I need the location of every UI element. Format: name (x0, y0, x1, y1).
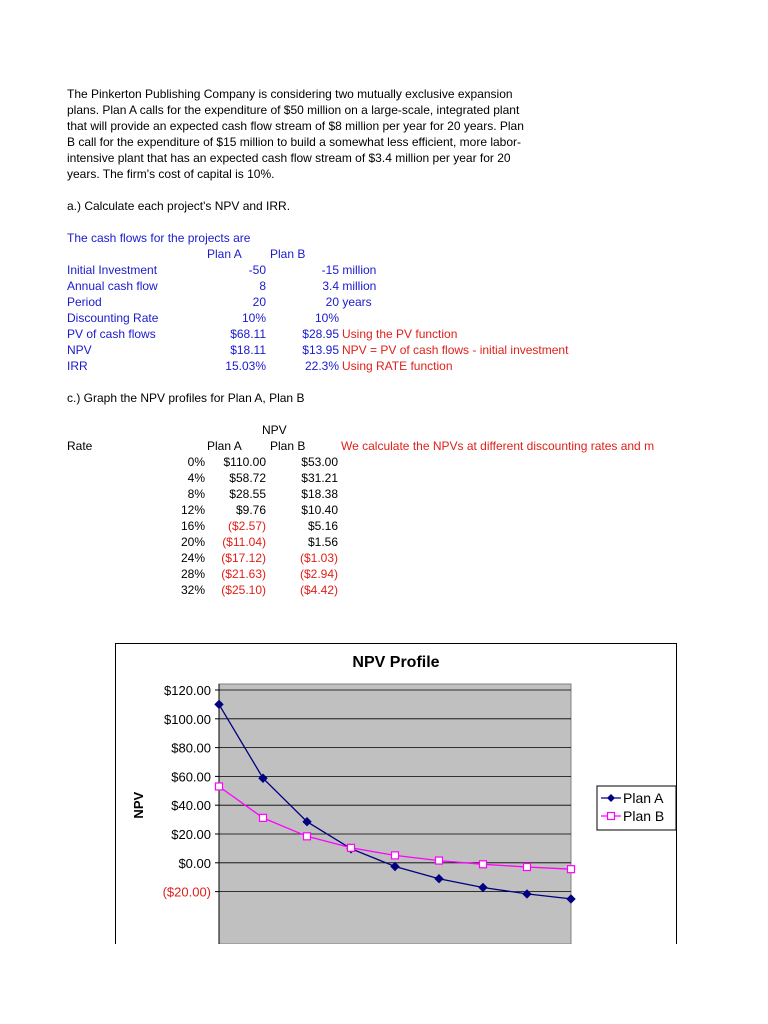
problem-line: years. The firm's cost of capital is 10%. (67, 167, 275, 181)
cashflow-plan-a-value: -50 (248, 263, 266, 277)
cashflow-plan-a-value: 10% (241, 311, 266, 325)
y-tick-label: $40.00 (171, 798, 211, 814)
npv-plan-a-cell: $9.76 (235, 503, 266, 517)
problem-line: B call for the expenditure of $15 million to build a somewhat less efficient, more labor- (67, 135, 522, 149)
cashflow-plan-a-value: $18.11 (230, 343, 266, 357)
cashflow-row-label: Initial Investment (67, 263, 158, 277)
cashflow-row-label: Discounting Rate (67, 311, 159, 325)
npv-rate-cell: 24% (180, 551, 205, 565)
y-tick-label: $80.00 (171, 740, 211, 756)
question-c: c.) Graph the NPV profiles for Plan A, Plan B (67, 391, 305, 405)
npv-plan-b-cell: ($4.42) (299, 583, 338, 597)
problem-statement (67, 86, 567, 182)
cashflow-row-note: Using the PV function (342, 327, 458, 341)
y-tick-label: $0.00 (178, 855, 211, 871)
legend-label: Plan B (623, 808, 665, 824)
problem-line: The Pinkerton Publishing Company is considering two mutually exclusive expansion (67, 87, 513, 101)
data-point-plan-b (216, 783, 223, 790)
data-point-plan-b (260, 814, 267, 821)
npv-plan-b-cell: $5.16 (307, 519, 338, 533)
data-point-plan-b (568, 866, 575, 873)
y-tick-label: $60.00 (171, 769, 211, 785)
npv-plan-a-cell: $110.00 (223, 455, 266, 469)
npv-plan-b-cell: $18.38 (301, 487, 338, 501)
y-axis-label: NPV (131, 791, 146, 819)
npv-plan-b-cell: $10.40 (301, 503, 338, 517)
npv-plan-a-cell: ($11.04) (222, 535, 266, 549)
cashflow-plan-b-value: 22.3% (304, 359, 339, 373)
data-point-plan-b (480, 861, 487, 868)
cashflow-row-label: Period (67, 295, 102, 309)
npv-rate-cell: 20% (180, 535, 205, 549)
plot-area (219, 684, 571, 944)
npv-rate-cell: 16% (180, 519, 205, 533)
npv-plan-a-cell: ($25.10) (221, 583, 266, 597)
data-point-plan-b (436, 857, 443, 864)
npv-plan-b-cell: ($1.03) (299, 551, 338, 565)
npv-plan-a-cell: $28.55 (229, 487, 266, 501)
cashflow-intro: The cash flows for the projects are (67, 231, 251, 245)
cashflow-plan-b-value: 20 years (325, 295, 372, 309)
y-tick-label: $20.00 (171, 827, 211, 842)
npv-rate-cell: 0% (187, 455, 205, 469)
data-point-plan-b (348, 844, 355, 851)
npv-rate-cell: 8% (187, 487, 205, 501)
npv-plan-b-cell: $53.00 (301, 455, 338, 469)
npv-plan-a-cell: ($21.63) (221, 567, 266, 581)
legend-label: Plan A (623, 790, 664, 806)
npv-table-note: We calculate the NPVs at different discounting rates and m (341, 439, 655, 453)
chart-title: NPV Profile (352, 654, 440, 671)
cashflow-plan-a-value: 8 (259, 279, 266, 293)
cashflow-plan-b-value: $13.95 (302, 343, 339, 357)
cashflow-plan-a-value: 15.03% (225, 359, 266, 373)
problem-line: plans. Plan A calls for the expenditure of $50 million on a large-scale, integrated plant (67, 103, 520, 117)
npv-rate-cell: 4% (187, 471, 205, 485)
npv-plan-b-cell: $1.56 (307, 535, 338, 549)
data-point-plan-b (304, 833, 311, 840)
rate-header: Rate (67, 439, 93, 453)
npv-plan-a-cell: ($2.57) (227, 519, 266, 533)
npv-rate-cell: 12% (180, 503, 205, 517)
cashflow-plan-b-value: -15 million (321, 263, 377, 277)
npv-plan-a-cell: $58.72 (229, 471, 266, 485)
npv-plan-b-cell: $31.21 (301, 471, 338, 485)
cashflow-row-label: PV of cash flows (67, 327, 156, 341)
cashflow-plan-a-value: 20 (252, 295, 266, 309)
cashflow-row-label: Annual cash flow (67, 279, 158, 293)
question-a: a.) Calculate each project's NPV and IRR. (67, 199, 291, 213)
problem-line: intensive plant that has an expected cash flow stream of $3.4 million per year for 20 (67, 151, 511, 165)
problem-line: that will provide an expected cash flow stream of $8 million per year for 20 years. Plan (67, 119, 524, 133)
cashflow-header-plan-b: Plan B (270, 247, 306, 261)
npv-profile-chart-svg (116, 644, 676, 944)
cashflow-plan-a-value: $68.11 (230, 327, 266, 341)
npv-profile-chart (115, 643, 677, 944)
npv-plan-b-cell: ($2.94) (299, 567, 338, 581)
npv-group-header: NPV (262, 423, 287, 437)
cashflow-row-note: Using RATE function (342, 359, 453, 373)
cashflow-row-label: IRR (67, 359, 88, 373)
npv-header-plan-a: Plan A (207, 439, 242, 453)
data-point-plan-b (524, 864, 531, 871)
cashflow-plan-b-value: $28.95 (302, 327, 339, 341)
data-point-plan-b (392, 852, 399, 859)
legend-marker-square (608, 813, 615, 820)
npv-header-plan-b: Plan B (270, 439, 306, 453)
y-tick-label: $100.00 (164, 711, 211, 727)
npv-rate-cell: 32% (180, 583, 205, 597)
cashflow-header-plan-a: Plan A (207, 247, 242, 261)
y-tick-label: $120.00 (164, 683, 211, 698)
npv-plan-a-cell: ($17.12) (221, 551, 266, 565)
cashflow-plan-b-value: 10% (314, 311, 339, 325)
cashflow-row-label: NPV (67, 343, 92, 357)
y-tick-label: ($20.00) (162, 884, 211, 900)
cashflow-plan-b-value: 3.4 million (322, 279, 377, 293)
cashflow-row-note: NPV = PV of cash flows - initial investment (342, 343, 569, 357)
npv-rate-cell: 28% (180, 567, 205, 581)
